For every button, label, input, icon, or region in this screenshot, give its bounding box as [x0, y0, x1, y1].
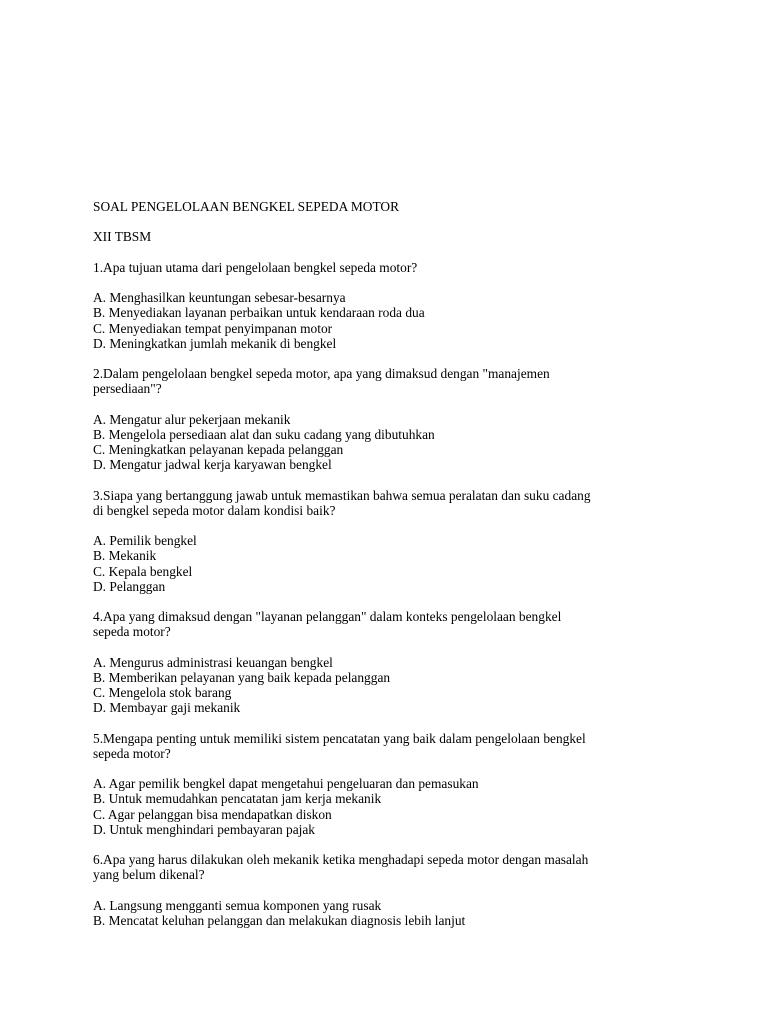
spacer — [93, 275, 693, 290]
spacer — [93, 245, 693, 260]
spacer — [93, 761, 693, 776]
option-c: C. Meningkatkan pelayanan kepada pelanggan — [93, 442, 344, 457]
option-d: D. Pelanggan — [93, 578, 166, 594]
question-1 — [93, 260, 693, 366]
option-c: C. Agar pelanggan bisa mendapatkan diskon — [93, 806, 332, 822]
option-a: A. Menghasilkan keuntungan sebesar-besarnya — [93, 290, 346, 306]
option-c: C. Mengelola stok barang — [93, 685, 232, 700]
answer-options — [93, 898, 693, 928]
spacer — [93, 837, 693, 852]
document-class: XII TBSM — [93, 229, 152, 245]
option-b: B. Mengelola persediaan alat dan suku cadang yang dibutuhkan — [93, 426, 435, 442]
spacer — [93, 351, 693, 366]
question-3 — [93, 488, 693, 610]
document-content — [93, 199, 693, 928]
answer-options — [93, 412, 693, 473]
question-text-cont: sepeda motor? — [93, 745, 171, 761]
answer-options — [93, 533, 693, 594]
option-a: A. Agar pemilik bengkel dapat mengetahui pengeluaran dan pemasukan — [93, 776, 479, 792]
question-text-cont: persediaan"? — [93, 381, 162, 397]
spacer — [93, 594, 693, 609]
spacer — [93, 518, 693, 533]
answer-options — [93, 290, 693, 351]
option-c: C. Menyediakan tempat penyimpanan motor — [93, 320, 333, 336]
document-title: SOAL PENGELOLAAN BENGKEL SEPEDA MOTOR — [93, 199, 400, 214]
spacer — [93, 396, 693, 411]
option-d: D. Untuk menghindari pembayaran pajak — [93, 821, 315, 837]
spacer — [93, 715, 693, 730]
question-5 — [93, 731, 693, 853]
option-a: A. Mengurus administrasi keuangan bengkel — [93, 654, 333, 670]
question-6 — [93, 852, 693, 928]
spacer — [93, 472, 693, 487]
question-text: 1.Apa tujuan utama dari pengelolaan bengkel sepeda motor? — [93, 259, 418, 275]
option-b: B. Mekanik — [93, 548, 157, 564]
option-d: D. Membayar gaji mekanik — [93, 700, 241, 716]
option-b: B. Memberikan pelayanan yang baik kepada pelanggan — [93, 669, 391, 685]
option-a: A. Mengatur alur pekerjaan mekanik — [93, 411, 291, 427]
option-b: B. Menyediakan layanan perbaikan untuk kendaraan roda dua — [93, 305, 425, 321]
question-text-cont: di bengkel sepeda motor dalam kondisi baik? — [93, 502, 336, 518]
option-b: B. Untuk memudahkan pencatatan jam kerja mekanik — [93, 791, 382, 807]
answer-options — [93, 776, 693, 837]
question-text: 2.Dalam pengelolaan bengkel sepeda motor, apa yang dimaksud dengan "manajemen — [93, 366, 550, 382]
question-text-cont: yang belum dikenal? — [93, 867, 205, 883]
question-text: 5.Mengapa penting untuk memiliki sistem pencatatan yang baik dalam pengelolaan bengkel — [93, 730, 586, 746]
question-2 — [93, 366, 693, 488]
question-text-cont: sepeda motor? — [93, 624, 171, 640]
spacer — [93, 214, 693, 229]
question-4 — [93, 609, 693, 731]
question-text: 6.Apa yang harus dilakukan oleh mekanik ketika menghadapi sepeda motor dengan masalah — [93, 852, 589, 868]
question-text: 3.Siapa yang bertanggung jawab untuk memastikan bahwa semua peralatan dan suku cadang — [93, 487, 591, 503]
question-text: 4.Apa yang dimaksud dengan "layanan pelanggan" dalam konteks pengelolaan bengkel — [93, 609, 562, 625]
option-d: D. Mengatur jadwal kerja karyawan bengkel — [93, 457, 332, 473]
option-d: D. Meningkatkan jumlah mekanik di bengkel — [93, 335, 337, 351]
spacer — [93, 882, 693, 897]
spacer — [93, 639, 693, 654]
option-a: A. Pemilik bengkel — [93, 533, 197, 549]
option-c: C. Kepala bengkel — [93, 563, 193, 579]
option-b: B. Mencatat keluhan pelanggan dan melakukan diagnosis lebih lanjut — [93, 912, 466, 928]
answer-options — [93, 655, 693, 716]
option-a: A. Langsung mengganti semua komponen yang rusak — [93, 897, 382, 913]
